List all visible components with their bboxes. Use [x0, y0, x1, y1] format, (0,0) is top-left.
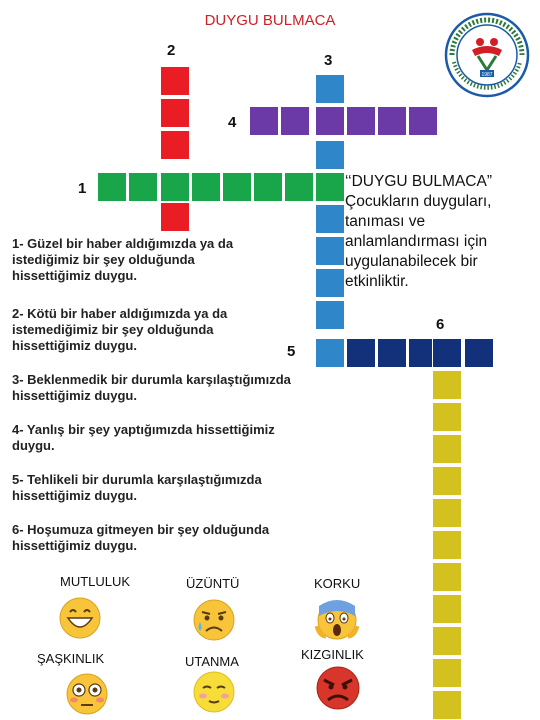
blushing-face-icon	[192, 670, 236, 714]
crossword-cell[interactable]	[432, 434, 462, 464]
crossword-cell[interactable]	[160, 172, 190, 202]
crossword-cell[interactable]	[160, 202, 190, 232]
crossword-cell[interactable]	[408, 106, 438, 136]
institution-seal-logo-icon	[444, 12, 530, 98]
crossword-cell[interactable]	[97, 172, 127, 202]
crossword-cell[interactable]	[346, 338, 376, 368]
crossword-cell[interactable]	[432, 690, 462, 720]
crossword-cell[interactable]	[253, 172, 283, 202]
page-title: DUYGU BULMACA	[204, 12, 336, 29]
crossword-cell[interactable]	[315, 338, 345, 368]
crossword-cell[interactable]	[464, 338, 494, 368]
crossword-cell[interactable]	[432, 338, 462, 368]
crossword-cell[interactable]	[128, 172, 158, 202]
clue-6: 6- Hoşumuza gitmeyen bir şey olduğunda hissettiğimiz duygu.	[12, 522, 270, 553]
crossword-cell[interactable]	[160, 98, 190, 128]
crossword-cell[interactable]	[315, 106, 345, 136]
crossword-cell[interactable]	[432, 370, 462, 400]
crossword-cell[interactable]	[284, 172, 314, 202]
crossword-cell[interactable]	[160, 130, 190, 160]
grinning-face-icon	[58, 596, 102, 640]
number-4: 4	[228, 114, 237, 131]
crossword-cell[interactable]	[160, 66, 190, 96]
crossword-cell[interactable]	[315, 204, 345, 234]
emotion-label-mutluluk: MUTLULUK	[60, 574, 131, 589]
crossword-cell[interactable]	[432, 562, 462, 592]
crossword-cell[interactable]	[377, 338, 407, 368]
number-1: 1	[78, 180, 87, 197]
number-6: 6	[436, 316, 445, 333]
crossword-cell[interactable]	[432, 626, 462, 656]
crossword-cell[interactable]	[315, 172, 345, 202]
crossword-cell[interactable]	[377, 106, 407, 136]
crossword-cell[interactable]	[315, 268, 345, 298]
crossword-cell[interactable]	[315, 236, 345, 266]
crossword-cell[interactable]	[346, 106, 376, 136]
screaming-face-icon	[314, 596, 360, 642]
logo-year: 1987	[481, 72, 493, 78]
crossword-cell[interactable]	[191, 172, 221, 202]
crossword-cell[interactable]	[432, 658, 462, 688]
crossword-cell[interactable]	[280, 106, 310, 136]
crossword-cell[interactable]	[432, 466, 462, 496]
flushed-face-icon	[65, 672, 109, 716]
number-2: 2	[167, 42, 176, 59]
crossword-cell[interactable]	[432, 530, 462, 560]
crossword-cell[interactable]	[315, 140, 345, 170]
sad-sweat-face-icon	[192, 598, 236, 642]
clue-1: 1- Güzel bir haber aldığımızda ya da istediğimiz bir şey olduğunda hissettiğimiz duygu.	[12, 236, 234, 283]
crossword-cell[interactable]	[432, 402, 462, 432]
emotion-label-kizginlik: KIZGINLIK	[301, 647, 364, 662]
crossword-cell[interactable]	[249, 106, 279, 136]
number-5: 5	[287, 343, 296, 360]
clue-4: 4- Yanlış bir şey yaptığımızda hissettiğimiz duygu.	[12, 422, 275, 453]
angry-face-icon	[314, 664, 362, 712]
number-3: 3	[324, 52, 333, 69]
crossword-cell[interactable]	[315, 74, 345, 104]
emotion-label-utanma: UTANMA	[185, 654, 239, 669]
clue-3: 3- Beklenmedik bir durumla karşılaştığımızda hissettiğimiz duygu.	[12, 372, 291, 403]
crossword-cell[interactable]	[432, 594, 462, 624]
emotion-label-korku: KORKU	[314, 576, 361, 591]
emotion-label-saskinlik: ŞAŞKINLIK	[37, 651, 105, 666]
clue-2: 2- Kötü bir haber aldığımızda ya da istemediğimiz bir şey olduğunda hissettiğimiz duygu.	[12, 306, 228, 353]
crossword-cell[interactable]	[222, 172, 252, 202]
activity-description: ‘‘DUYGU BULMACA” Çocukların duyguları, tanıması ve anlamlandırması için uygulanabilecek bir etkinliktir.	[345, 173, 492, 290]
crossword-cell[interactable]	[315, 300, 345, 330]
crossword-cell[interactable]	[432, 498, 462, 528]
emotion-label-uzuntu: ÜZÜNTÜ	[186, 576, 240, 591]
clue-5: 5- Tehlikeli bir durumla karşılaştığımızda hissettiğimiz duygu.	[12, 472, 262, 503]
